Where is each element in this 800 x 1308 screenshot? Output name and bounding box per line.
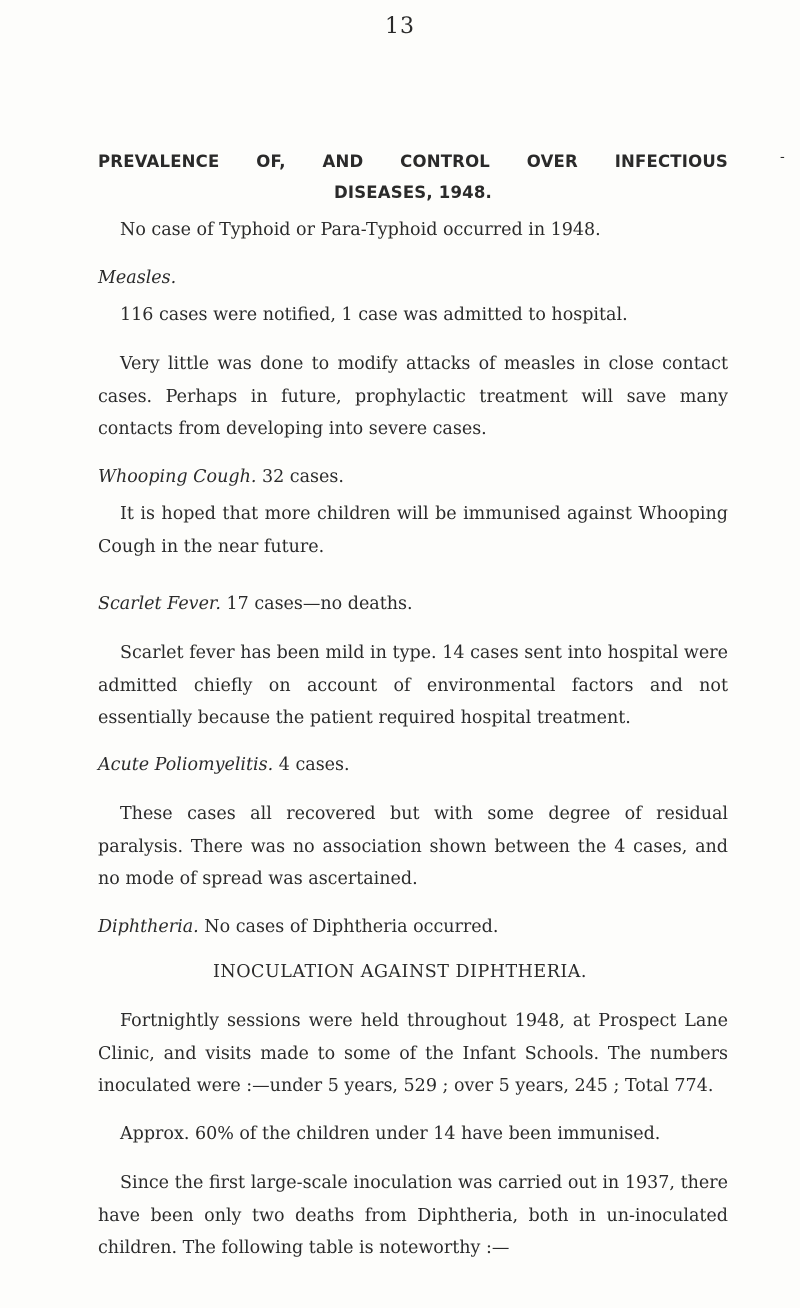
scarlet-fever-paragraph: Scarlet fever has been mild in type. 14 cases sent into hospital were admitted chiefly on account of environmental factors and not essentially because the patient required hospital treatment. bbox=[98, 643, 728, 728]
diphtheria-count: No cases of Diphtheria occurred. bbox=[198, 917, 499, 937]
measles-count: 116 cases were notified, 1 case was admitted to hospital. bbox=[120, 305, 628, 325]
whooping-cough-count: 32 cases. bbox=[256, 467, 344, 487]
whooping-cough-title: Whooping Cough. bbox=[98, 467, 257, 487]
polio-line bbox=[98, 749, 728, 782]
polio-count: 4 cases. bbox=[273, 755, 350, 775]
diphtheria-line bbox=[98, 911, 728, 944]
inoculation-heading: INOCULATION AGAINST DIPHTHERIA. bbox=[212, 962, 587, 982]
page-number: 13 bbox=[385, 14, 415, 39]
whooping-cough-line bbox=[98, 461, 728, 494]
inoculation-paragraph-2: Approx. 60% of the children under 14 have been immunised. bbox=[120, 1124, 661, 1144]
polio-title: Acute Poliomyelitis. bbox=[98, 755, 274, 775]
measles-title: Measles. bbox=[98, 268, 177, 288]
whooping-cough-paragraph: It is hoped that more children will be immunised against Whooping Cough in the near future. bbox=[98, 504, 728, 557]
margin-mark: - bbox=[780, 149, 785, 165]
inoculation-paragraph-3: Since the first large-scale inoculation was carried out in 1937, there have been only two deaths from Diphtheria, both in un-inoculated children. The following table is noteworthy :— bbox=[98, 1173, 728, 1258]
scarlet-fever-title: Scarlet Fever. bbox=[98, 594, 221, 614]
typhoid-paragraph: No case of Typhoid or Para-Typhoid occurred in 1948. bbox=[120, 220, 601, 240]
scarlet-fever-count: 17 cases—no deaths. bbox=[220, 594, 413, 614]
diphtheria-title: Diphtheria. bbox=[98, 917, 199, 937]
heading-line-1: PREVALENCE OF, AND CONTROL OVER INFECTIOUS bbox=[98, 152, 728, 171]
inoculation-paragraph-1: Fortnightly sessions were held throughout 1948, at Prospect Lane Clinic, and visits made to some of the Infant Schools. The numbers inoculated were :—under 5 years, 529 ; over 5 years, 245 ; Total 774. bbox=[98, 1011, 728, 1096]
page-heading bbox=[98, 146, 728, 208]
measles-paragraph: Very little was done to modify attacks of measles in close contact cases. Perhaps in future, prophylactic treatment will save many contacts from developing into severe cases. bbox=[98, 354, 728, 439]
scarlet-fever-line bbox=[98, 588, 728, 621]
polio-paragraph: These cases all recovered but with some degree of residual paralysis. There was no association shown between the 4 cases, and no mode of spread was ascertained. bbox=[98, 804, 728, 889]
heading-line-2: DISEASES, 1948. bbox=[333, 183, 492, 202]
